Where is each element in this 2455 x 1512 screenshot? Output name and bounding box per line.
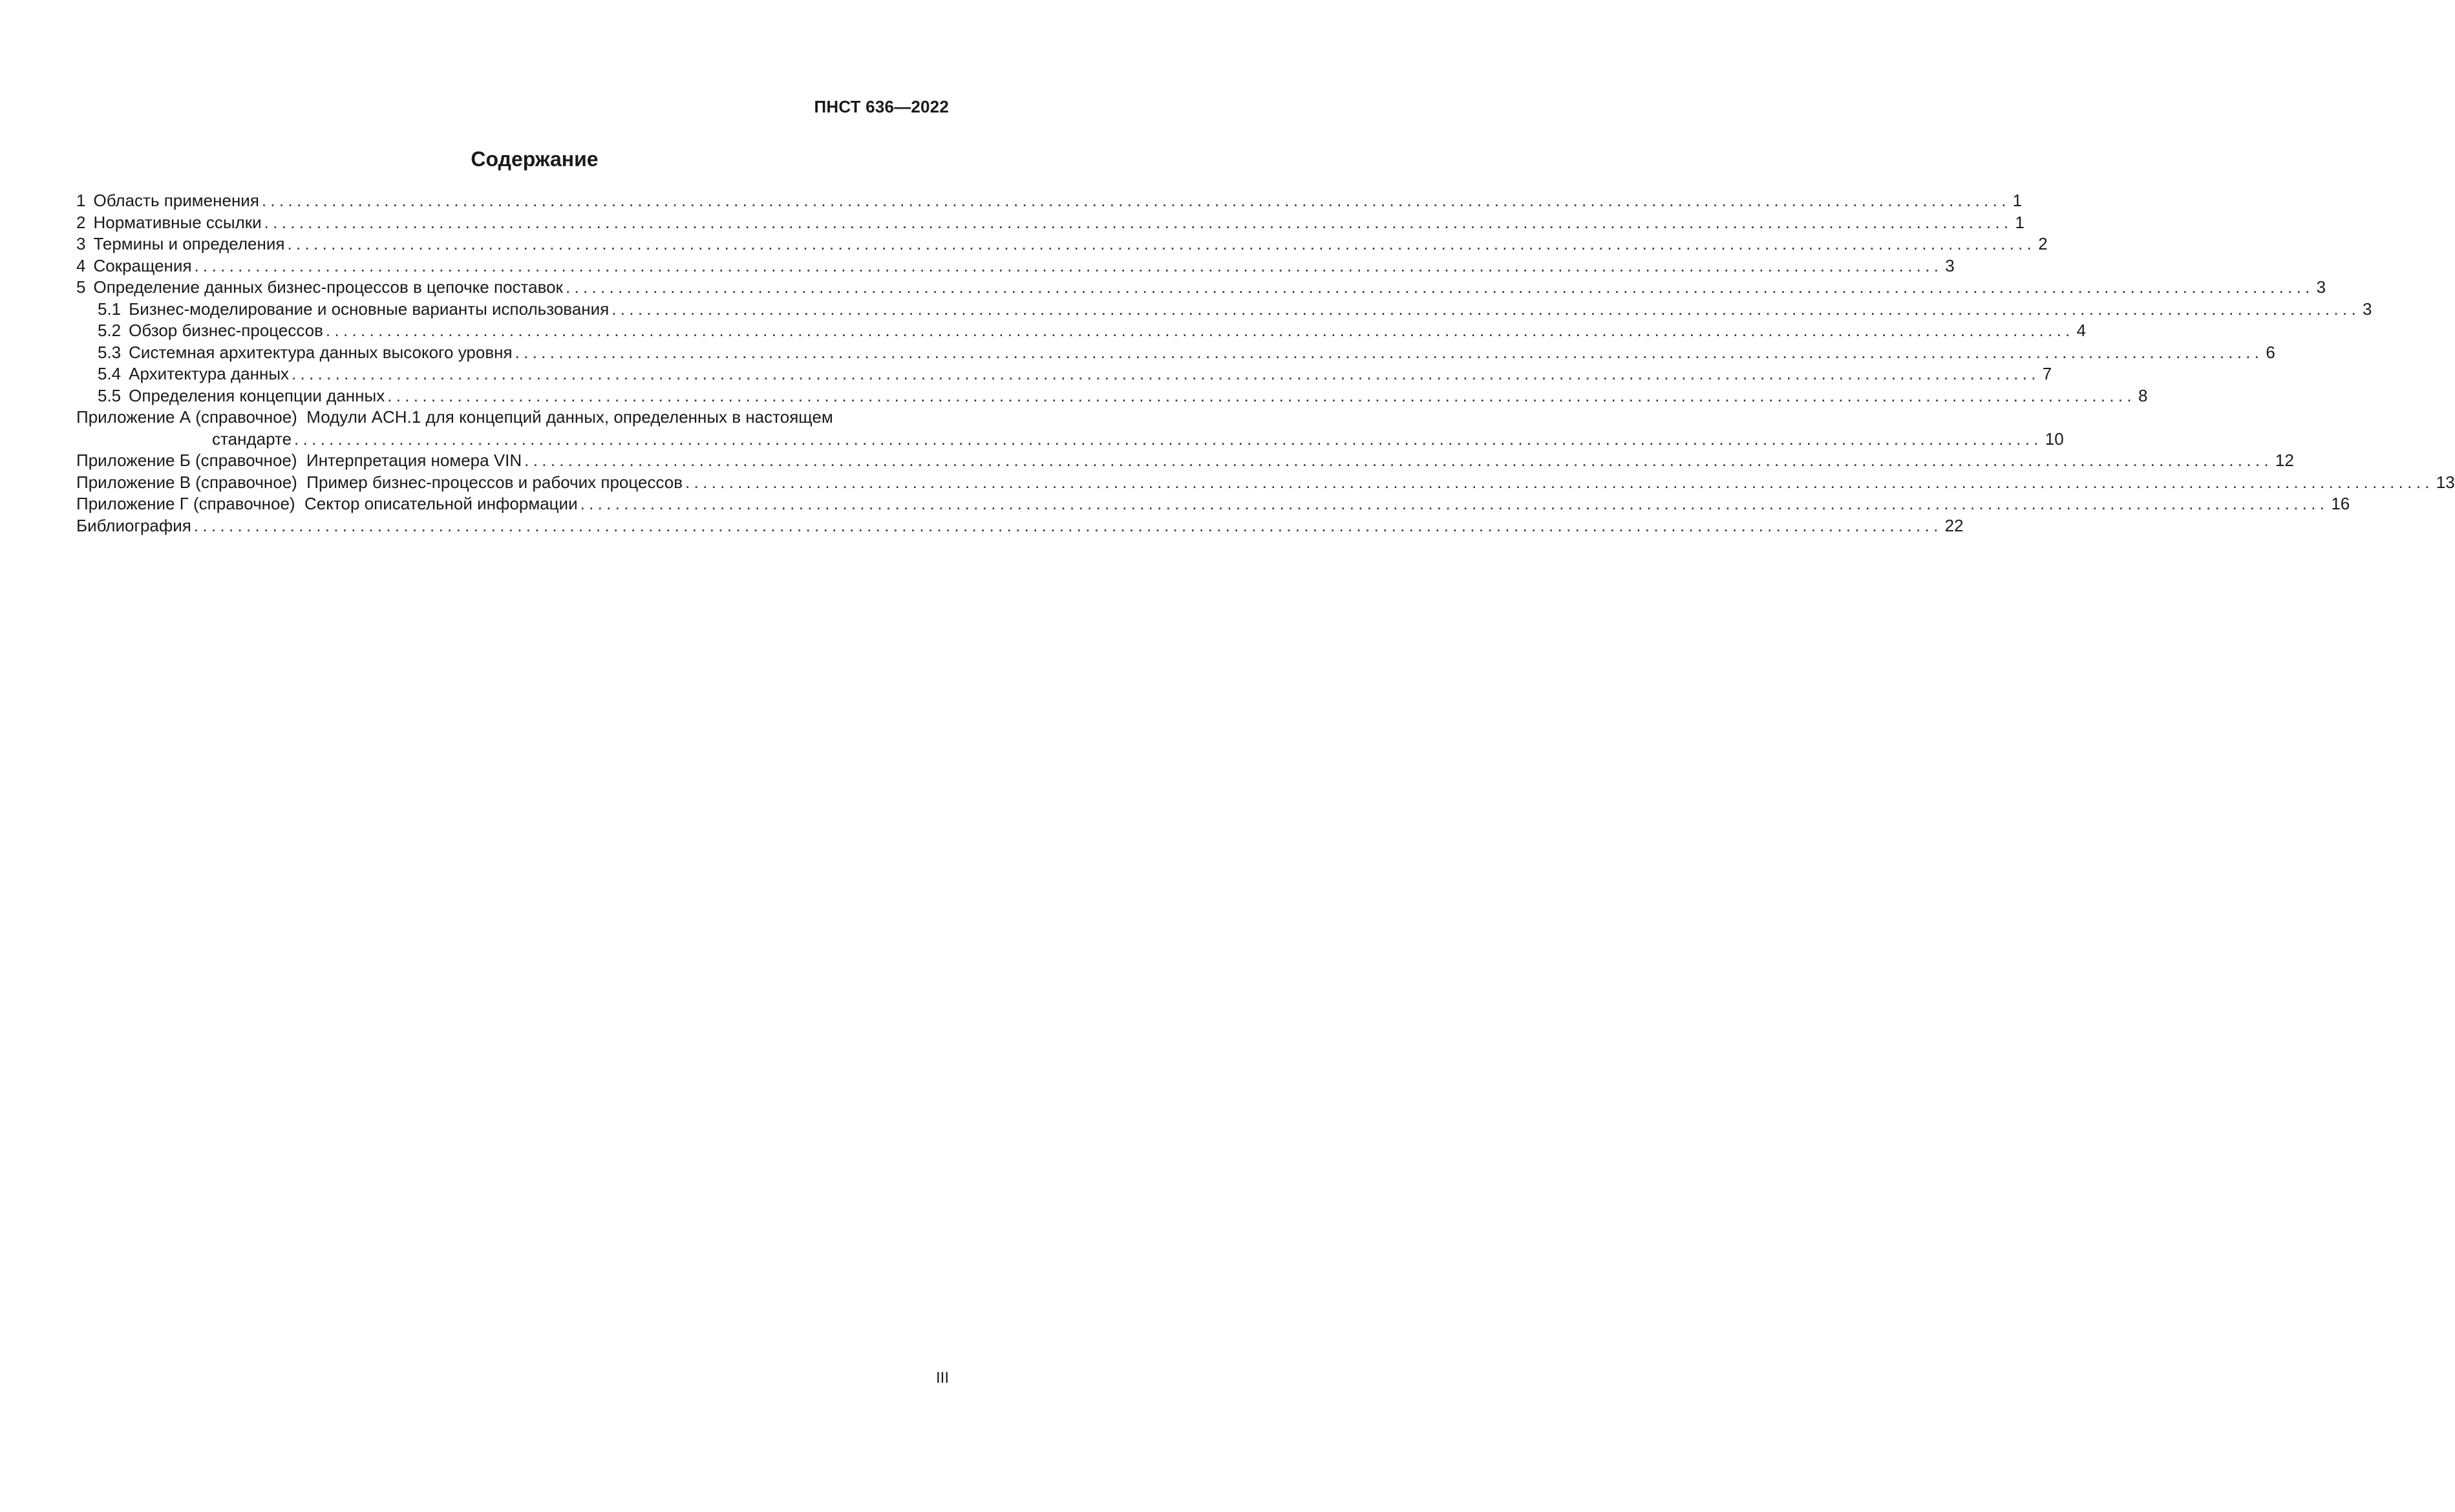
toc-entry-page: 4 — [2076, 321, 2087, 340]
toc-entry-number: 5.5 — [98, 385, 122, 405]
toc-entry-text: Термины и определения — [93, 234, 285, 253]
annex-text: Пример бизнес-процессов и рабочих процессов — [306, 472, 683, 492]
toc-entry-page: 22 — [1944, 515, 1964, 535]
toc-entry-number: 5.1 — [98, 299, 122, 319]
document-code: ПНСТ 636—2022 — [814, 97, 949, 116]
toc-entry[interactable] — [76, 320, 2087, 342]
toc-annex-a-line2[interactable] — [76, 429, 2064, 451]
dot-leader: ........................................................................................................................................................................................................ — [194, 255, 1943, 275]
dot-leader: ........................................................................................................................................................................................................ — [387, 385, 2136, 405]
toc-entry-number: 1 — [76, 191, 86, 210]
toc-entry-text: Нормативные ссылки — [93, 212, 262, 232]
annex-label: Приложение В (справочное) — [76, 472, 297, 492]
toc-entry-text: Системная архитектура данных высокого уровня — [129, 342, 513, 362]
toc-entry-number: 2 — [76, 212, 86, 232]
toc-entry-text: Обзор бизнес-процессов — [129, 321, 323, 340]
toc-entry[interactable] — [76, 233, 2048, 255]
toc-entry-number: 5.2 — [98, 321, 122, 340]
toc-entry-text: Область применения — [93, 191, 259, 210]
toc-entry[interactable] — [76, 363, 2052, 385]
toc-entry-page: 7 — [2042, 364, 2052, 383]
annex-label: Приложение А (справочное) — [76, 407, 297, 427]
toc-entry-page: 3 — [2362, 299, 2372, 319]
toc-entry-text: Библиография — [76, 515, 191, 535]
toc-entry-page: 12 — [2275, 451, 2294, 470]
toc-entry-page: 8 — [2138, 385, 2148, 405]
toc-annex[interactable] — [76, 493, 2350, 515]
annex-text: Сектор описательной информации — [304, 494, 578, 513]
toc-entry-text: Определение данных бизнес-процессов в цепочке поставок — [93, 277, 563, 297]
toc-entry-number: 4 — [76, 255, 86, 275]
dot-leader: ........................................................................................................................................................................................................ — [287, 234, 2036, 253]
toc-bibliography[interactable] — [76, 515, 1964, 537]
dot-leader: ........................................................................................................................................................................................................ — [565, 277, 2314, 297]
toc-annex[interactable] — [76, 472, 2455, 494]
toc-entry-number: 5.4 — [98, 364, 122, 383]
toc-entry-number: 3 — [76, 234, 86, 253]
toc-entry-number: 5.3 — [98, 342, 122, 362]
annex-label: Приложение Б (справочное) — [76, 451, 297, 470]
dot-leader: ........................................................................................................................................................................................................ — [261, 191, 2010, 210]
annex-text: Модули ACH.1 для концепций данных, определенных в настоящем — [306, 407, 833, 427]
toc-entry-text: Определения концепции данных — [129, 385, 385, 405]
dot-leader: ........................................................................................................................................................................................................ — [292, 364, 2040, 383]
toc-entry-page: 3 — [1945, 255, 1955, 275]
toc-entry[interactable] — [76, 342, 2275, 364]
toc-entry[interactable] — [76, 277, 2326, 299]
toc-entry-page: 16 — [2331, 494, 2350, 513]
toc-entry-page: 1 — [2015, 212, 2025, 232]
dot-leader: ........................................................................................................................................................................................................ — [580, 494, 2329, 513]
dot-leader: ........................................................................................................................................................................................................ — [524, 451, 2273, 470]
toc-entry[interactable] — [76, 385, 2148, 407]
toc-entry-text: Сокращения — [93, 255, 192, 275]
toc-entry-page: 10 — [2045, 429, 2064, 449]
toc-annex[interactable] — [76, 450, 2294, 472]
dot-leader: ........................................................................................................................................................................................................ — [515, 342, 2264, 362]
toc-entry[interactable] — [76, 190, 2023, 212]
dot-leader: ........................................................................................................................................................................................................ — [294, 429, 2043, 449]
toc-entry-page: 2 — [2038, 234, 2048, 253]
toc-entry[interactable] — [76, 299, 2372, 321]
toc-title: Содержание — [471, 147, 599, 171]
dot-leader: ........................................................................................................................................................................................................ — [325, 321, 2074, 340]
page-number: III — [935, 1369, 949, 1387]
toc-entry-number: 5 — [76, 277, 86, 297]
toc-entry-page: 3 — [2316, 277, 2326, 297]
annex-label: Приложение Г (справочное) — [76, 494, 295, 513]
table-of-contents — [76, 190, 2455, 537]
annex-text: Интерпретация номера VIN — [306, 451, 522, 470]
dot-leader: ........................................................................................................................................................................................................ — [193, 515, 1942, 535]
toc-entry-text: Архитектура данных — [129, 364, 290, 383]
toc-entry[interactable] — [76, 212, 2025, 234]
dot-leader: ........................................................................................................................................................................................................ — [264, 212, 2013, 232]
annex-text-continued: стандарте — [212, 429, 292, 449]
toc-entry-page: 13 — [2436, 472, 2455, 492]
dot-leader: ........................................................................................................................................................................................................ — [685, 472, 2434, 492]
toc-entry[interactable] — [76, 255, 1955, 277]
toc-entry-page: 1 — [2012, 191, 2023, 210]
toc-annex-a-line1[interactable] — [76, 407, 949, 429]
toc-entry-page: 6 — [2266, 342, 2275, 362]
dot-leader: ........................................................................................................................................................................................................ — [611, 299, 2360, 319]
toc-entry-text: Бизнес-моделирование и основные варианты использования — [129, 299, 610, 319]
